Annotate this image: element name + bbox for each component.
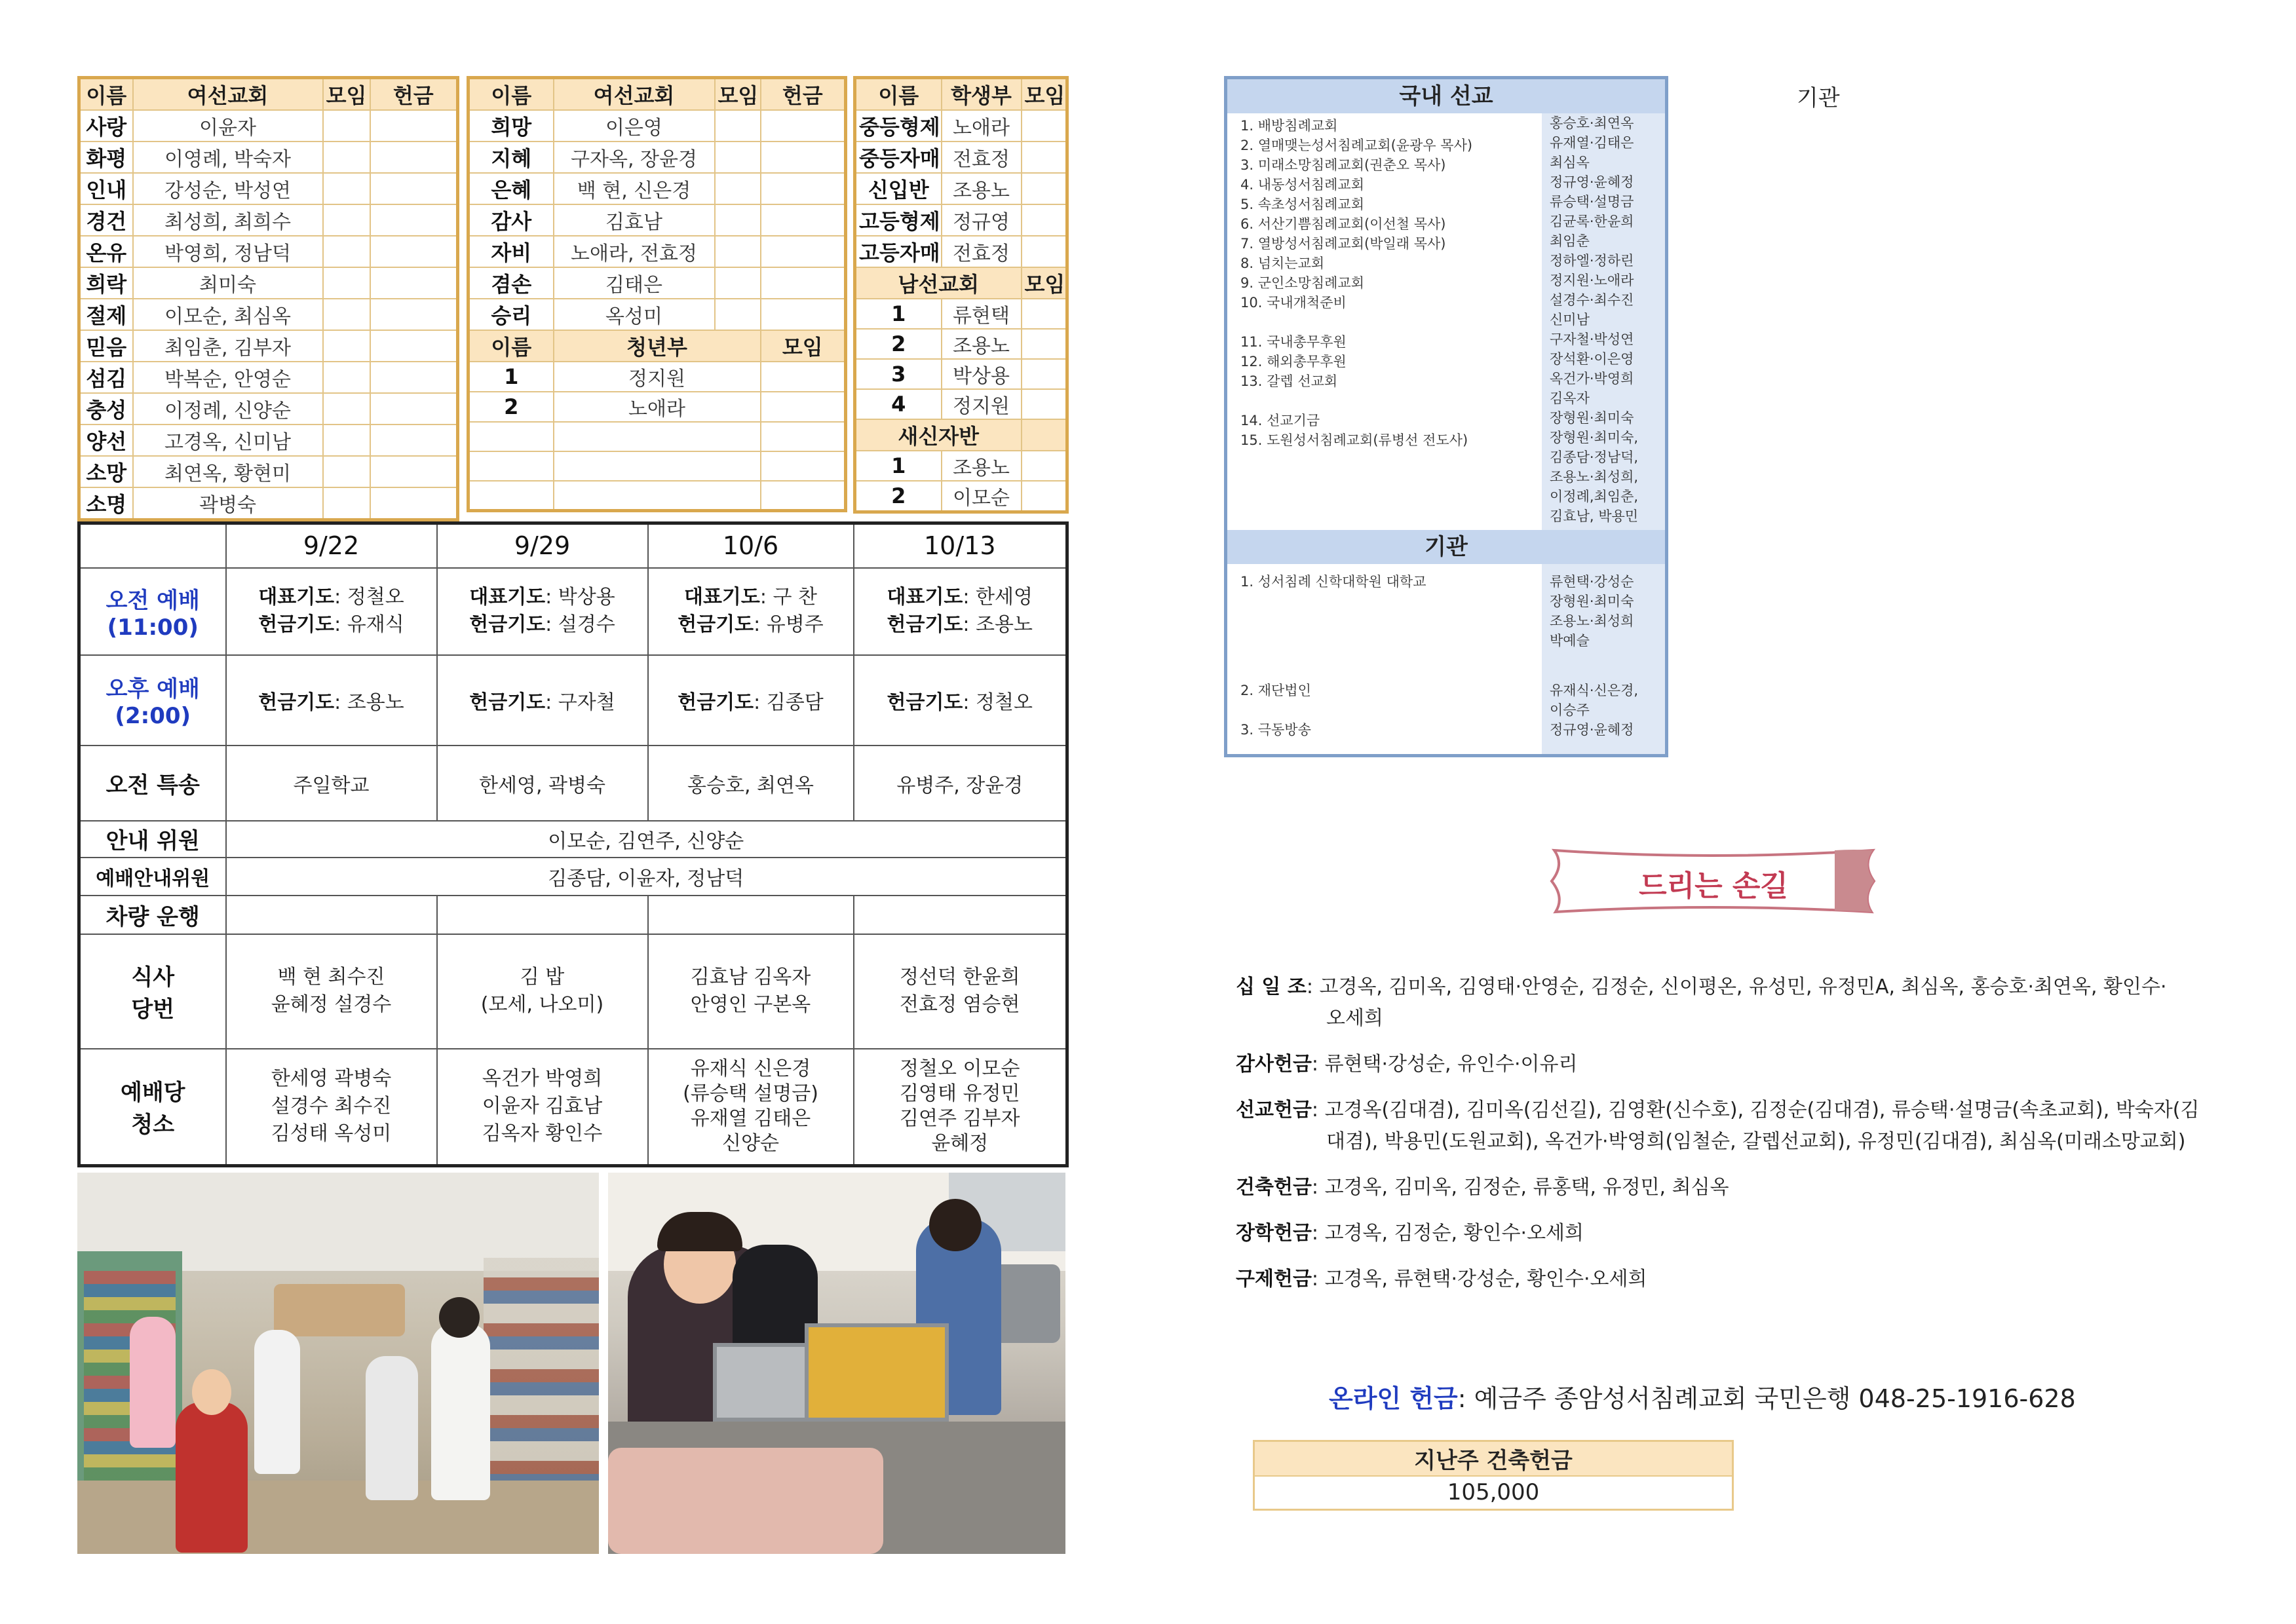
last-week-building-label: 지난주 건축헌금 xyxy=(1254,1441,1733,1476)
group-members: 김태은 xyxy=(554,267,715,299)
online-offering xyxy=(1329,1378,2076,1414)
offering-banner xyxy=(1546,845,1881,917)
youth-index: 1 xyxy=(469,362,554,392)
group-members: 옥성미 xyxy=(554,299,715,330)
clean-member: 김옥자 황인수 xyxy=(482,1122,603,1146)
header-name: 이름 xyxy=(855,78,942,111)
group-name: 지혜 xyxy=(469,142,554,173)
table-row xyxy=(79,236,458,267)
group-name: 사랑 xyxy=(79,110,133,142)
list-item: 박예슬 xyxy=(1550,633,1590,649)
list-item: 4. 내동성서침례교회 xyxy=(1240,177,1364,193)
offer-prayer-label: 헌금기도 xyxy=(469,613,546,637)
list-item: 홍승호·최연옥 xyxy=(1550,115,1634,131)
list-item: 10. 국내개척준비 xyxy=(1240,295,1347,311)
class-name: 고등형제 xyxy=(855,204,942,236)
class-name: 고등자매 xyxy=(855,236,942,267)
newfam-header: 새신자반 xyxy=(855,419,1022,451)
meal-member: (모세, 나오미) xyxy=(480,993,604,1017)
children-photo xyxy=(77,1173,599,1554)
relief-label: 구제헌금 xyxy=(1236,1268,1312,1291)
meal-label-line: 당번 xyxy=(131,996,175,1023)
table-row xyxy=(855,142,1067,173)
online-label: 온라인 헌금 xyxy=(1329,1384,1458,1413)
missions-panel xyxy=(1224,76,1668,757)
kitchen-photo xyxy=(608,1173,1065,1554)
group-members: 곽병숙 xyxy=(133,487,323,520)
offer-prayer-name: : 구자철 xyxy=(545,690,615,714)
list-item: 장석환·이은영 xyxy=(1550,351,1634,367)
rep-prayer-name: : 박상용 xyxy=(545,586,615,609)
group-name: 감사 xyxy=(469,204,554,236)
list-item: 정규영·윤혜정 xyxy=(1550,174,1634,190)
guide-label: 안내 위원 xyxy=(79,821,226,858)
rep-prayer-name: : 구 찬 xyxy=(759,586,818,609)
clean-member: 한세영 곽병숙 xyxy=(271,1067,392,1091)
list-item: 장형원·최미숙 xyxy=(1550,410,1634,426)
mission-offering-line xyxy=(1236,1095,2232,1125)
list-item: 7. 열방성서침례교회(박일래 목사) xyxy=(1240,236,1446,252)
banner-title: 드리는 손길 xyxy=(1639,869,1788,903)
special-song: 홍승호, 최연옥 xyxy=(648,746,854,821)
group-members: 구자옥, 장윤경 xyxy=(554,142,715,173)
thanks-label: 감사헌금 xyxy=(1236,1053,1312,1076)
clean-member: 김영태 유정민 xyxy=(900,1082,1020,1106)
top-right-label: 기관 xyxy=(1797,85,1840,111)
usher-label: 예배안내위원 xyxy=(79,858,226,896)
list-item: 2. 재단법인 xyxy=(1240,683,1311,698)
table-row xyxy=(79,110,458,142)
teacher: 정규영 xyxy=(942,204,1022,236)
class-name: 중등형제 xyxy=(855,110,942,142)
teacher: 노애라 xyxy=(942,110,1022,142)
group-name: 믿음 xyxy=(79,330,133,362)
list-item: 2. 열매맺는성서침례교회(윤광우 목사) xyxy=(1240,138,1473,153)
newfam-leader: 이모순 xyxy=(942,481,1022,512)
list-item: 유재식·신은경, xyxy=(1550,683,1639,698)
group-name: 희락 xyxy=(79,267,133,299)
group-members: 백 현, 신은경 xyxy=(554,173,715,204)
pm-service-title: 오후 예배 xyxy=(105,676,200,703)
offer-prayer-label: 헌금기도 xyxy=(887,690,963,714)
teacher: 전효정 xyxy=(942,236,1022,267)
header-student: 학생부 xyxy=(942,78,1022,111)
clean-member: 신양순 xyxy=(722,1132,779,1156)
list-item: 김효남, 박용민 xyxy=(1550,508,1639,524)
mission-offering-label: 선교헌금 xyxy=(1236,1099,1312,1122)
header-meeting: 모임 xyxy=(715,78,761,111)
table-row xyxy=(79,330,458,362)
offer-prayer-name: : 유재식 xyxy=(334,613,404,637)
group-name: 온유 xyxy=(79,236,133,267)
offer-prayer-name: : 설경수 xyxy=(545,613,615,637)
pm-service-time: (2:00) xyxy=(115,703,191,730)
clean-member: 유재열 김태은 xyxy=(690,1107,811,1131)
scholarship-line xyxy=(1236,1218,2232,1249)
group-members: 최성희, 최희수 xyxy=(133,204,323,236)
group-members: 최미숙 xyxy=(133,267,323,299)
group-members: 노애라, 전효정 xyxy=(554,236,715,267)
clean-member: 정철오 이모순 xyxy=(900,1057,1020,1081)
group-members: 박영희, 정남덕 xyxy=(133,236,323,267)
group-name: 희망 xyxy=(469,110,554,142)
men-index: 4 xyxy=(855,389,942,419)
table-row xyxy=(79,362,458,393)
table-row xyxy=(79,142,458,173)
group-members: 이모순, 최심옥 xyxy=(133,299,323,330)
table-row xyxy=(79,299,458,330)
header-group: 여선교회 xyxy=(133,78,323,111)
institution-list xyxy=(1240,572,1426,740)
table-row xyxy=(855,299,1067,329)
usher-members: 김종담, 이윤자, 정남덕 xyxy=(226,858,1067,896)
table-row xyxy=(79,487,458,520)
list-item: 류승택·설명금 xyxy=(1550,194,1634,210)
list-item: 11. 국내총무후원 xyxy=(1240,334,1347,350)
clean-member: 설경수 최수진 xyxy=(271,1095,392,1118)
list-item: 12. 해외총무후원 xyxy=(1240,354,1347,369)
am-service-time: (11:00) xyxy=(107,614,199,641)
guide-members: 이모순, 김연주, 신양순 xyxy=(226,821,1067,858)
list-item: 정지원·노애라 xyxy=(1550,273,1634,288)
thanks-names: : 류현택·강성순, 유인수·이유리 xyxy=(1311,1053,1578,1076)
clean-member: 윤혜정 xyxy=(931,1132,989,1156)
clean-member: 김연주 김부자 xyxy=(900,1107,1020,1131)
men-index: 1 xyxy=(855,299,942,329)
meal-member: 백 현 최수진 xyxy=(277,966,385,989)
offer-prayer-label: 헌금기도 xyxy=(258,613,335,637)
offer-prayer-label: 헌금기도 xyxy=(678,690,754,714)
meal-member: 정선덕 한윤희 xyxy=(900,966,1020,989)
table-row xyxy=(79,456,458,487)
table-row xyxy=(855,451,1067,481)
rep-prayer-name: : 정철오 xyxy=(334,586,404,609)
class-name: 신입반 xyxy=(855,173,942,204)
group-members: 이은영 xyxy=(554,110,715,142)
teacher: 전효정 xyxy=(942,142,1022,173)
list-item: 조용노·최성희 xyxy=(1550,613,1634,629)
list-item: 3. 미래소망침례교회(권춘오 목사) xyxy=(1240,157,1446,173)
list-item xyxy=(1240,391,1472,411)
table-row xyxy=(79,267,458,299)
tithe-names: : 고경옥, 김미옥, 김영태·안영순, 김정순, 신이평온, 유성민, 유정민A, 최심옥, 홍승호·최연옥, 황인수· xyxy=(1306,975,2167,998)
domestic-list xyxy=(1240,116,1472,450)
header-offering: 헌금 xyxy=(370,78,458,111)
offer-prayer-name: : 유병주 xyxy=(754,613,824,637)
table-row xyxy=(469,392,846,422)
list-item: 9. 군인소망침례교회 xyxy=(1240,275,1364,291)
thanks-line xyxy=(1236,1049,2232,1080)
last-week-building-table xyxy=(1253,1440,1734,1511)
rep-prayer-label: 대표기도 xyxy=(258,586,335,609)
header-offering: 헌금 xyxy=(761,78,846,111)
special-song: 주일학교 xyxy=(226,746,437,821)
header-meeting: 모임 xyxy=(323,78,370,111)
meal-member: 김 밥 xyxy=(520,966,565,989)
offer-prayer-name: : 정철오 xyxy=(963,690,1033,714)
group-name: 양선 xyxy=(79,425,133,456)
offer-prayer-name: : 김종담 xyxy=(754,690,824,714)
table-row xyxy=(469,110,846,142)
last-week-building-value: 105,000 xyxy=(1254,1476,1733,1510)
table-row xyxy=(79,393,458,425)
list-item: 최심옥 xyxy=(1550,155,1590,170)
table-row xyxy=(469,299,846,330)
header-group: 여선교회 xyxy=(554,78,715,111)
table-row xyxy=(469,362,846,392)
relief-line xyxy=(1236,1264,2232,1294)
service-schedule-table xyxy=(77,521,1069,1167)
list-item: 옥건가·박영희 xyxy=(1550,371,1634,387)
table-row xyxy=(855,173,1067,204)
date-header: 10/13 xyxy=(854,523,1067,568)
building-line xyxy=(1236,1173,2232,1203)
rep-prayer-label: 대표기도 xyxy=(887,586,963,609)
men-header-meeting: 모임 xyxy=(1022,267,1067,299)
youth-member: 노애라 xyxy=(554,392,761,422)
teacher: 조용노 xyxy=(942,173,1022,204)
pm-service-label xyxy=(79,655,226,746)
meal-member: 김효남 김옥자 xyxy=(690,966,811,989)
institutions-title: 기관 xyxy=(1227,530,1665,564)
rep-prayer-name: : 한세영 xyxy=(963,586,1033,609)
women-mission-table-1 xyxy=(77,76,459,521)
table-row xyxy=(855,204,1067,236)
group-name: 겸손 xyxy=(469,267,554,299)
meal-member: 전효정 염승현 xyxy=(900,993,1020,1017)
rep-prayer-label: 대표기도 xyxy=(683,586,760,609)
group-members: 고경옥, 신미남 xyxy=(133,425,323,456)
youth-header-group: 청년부 xyxy=(554,330,761,362)
header-name: 이름 xyxy=(79,78,133,111)
youth-index: 2 xyxy=(469,392,554,422)
list-item: 이승주 xyxy=(1550,702,1590,718)
meal-label xyxy=(79,934,226,1049)
group-members: 박복순, 안영순 xyxy=(133,362,323,393)
newfam-index: 2 xyxy=(855,481,942,512)
table-row xyxy=(469,267,846,299)
list-item: 김옥자 xyxy=(1550,390,1590,406)
list-item: 13. 갈렙 선교회 xyxy=(1240,373,1338,389)
scholarship-label: 장학헌금 xyxy=(1236,1222,1312,1245)
building-label: 건축헌금 xyxy=(1236,1176,1312,1199)
am-service-label xyxy=(79,568,226,655)
offer-prayer-label: 헌금기도 xyxy=(678,613,754,637)
men-header-group: 남선교회 xyxy=(855,267,1022,299)
special-song-label: 오전 특송 xyxy=(79,746,226,821)
table-row xyxy=(469,204,846,236)
men-index: 2 xyxy=(855,329,942,359)
list-item xyxy=(1240,312,1472,332)
group-name: 인내 xyxy=(79,173,133,204)
offer-prayer-label: 헌금기도 xyxy=(258,690,335,714)
clean-member: 이윤자 김효남 xyxy=(482,1095,603,1118)
list-item: 6. 서산기쁨침례교회(이선철 목사) xyxy=(1240,216,1446,232)
rep-prayer-label: 대표기도 xyxy=(469,586,546,609)
special-song: 유병주, 장윤경 xyxy=(854,746,1067,821)
institution-names xyxy=(1542,564,1665,754)
special-song: 한세영, 곽병숙 xyxy=(437,746,648,821)
online-account: : 예금주 종암성서침례교회 국민은행 048-25-1916-628 xyxy=(1457,1384,2076,1413)
mission-offering-line-2: 대겸), 박용민(도원교회), 옥건가·박영희(임철순, 갈렙선교회), 유정민(김대겸), 최심옥(미래소망교회) xyxy=(1326,1130,2186,1153)
youth-member: 정지원 xyxy=(554,362,761,392)
clean-member: 유재식 신은경 xyxy=(690,1057,811,1081)
list-item: 김종담·정남덕, xyxy=(1550,449,1639,465)
list-item: 조용노·최성희, xyxy=(1550,469,1639,485)
group-members: 이정례, 신양순 xyxy=(133,393,323,425)
list-item: 신미남 xyxy=(1550,312,1590,328)
table-row xyxy=(469,173,846,204)
mission-offering-names: : 고경옥(김대겸), 김미옥(김선길), 김영환(신수호), 김정순(김대겸), 류승택·설명금(속초교회), 박숙자(김 xyxy=(1311,1099,2200,1122)
domestic-names xyxy=(1542,113,1665,530)
table-row xyxy=(79,204,458,236)
women-mission-table-2 xyxy=(467,76,847,512)
am-service-title: 오전 예배 xyxy=(105,587,200,614)
clean-label-line: 청소 xyxy=(131,1112,175,1139)
newfam-leader: 조용노 xyxy=(942,451,1022,481)
group-name: 소명 xyxy=(79,487,133,520)
list-item: 최임춘 xyxy=(1550,233,1590,249)
offer-prayer-label: 헌금기도 xyxy=(887,613,963,637)
table-row xyxy=(469,236,846,267)
meal-member: 안영인 구본옥 xyxy=(690,993,811,1017)
newfam-index: 1 xyxy=(855,451,942,481)
table-row xyxy=(855,481,1067,512)
group-members: 최연옥, 황현미 xyxy=(133,456,323,487)
clean-label xyxy=(79,1049,226,1166)
list-item: 유재열·김태은 xyxy=(1550,135,1634,151)
table-row xyxy=(855,110,1067,142)
clean-label-line: 예배당 xyxy=(120,1080,185,1106)
table-row xyxy=(855,329,1067,359)
table-row xyxy=(79,425,458,456)
list-item: 1. 배방침례교회 xyxy=(1240,118,1338,134)
list-item: 장형원·최미숙, xyxy=(1550,430,1639,445)
corner-cell xyxy=(79,523,226,568)
list-item: 14. 선교기금 xyxy=(1240,413,1320,428)
student-men-table xyxy=(853,76,1069,514)
date-header: 9/22 xyxy=(226,523,437,568)
youth-header-meeting: 모임 xyxy=(761,330,846,362)
list-item: 3. 극동방송 xyxy=(1240,722,1311,738)
header-name: 이름 xyxy=(469,78,554,111)
list-item: 5. 속초성서침례교회 xyxy=(1240,197,1364,212)
list-item: 장형원·최미숙 xyxy=(1550,594,1634,609)
meal-label-line: 식사 xyxy=(131,964,175,991)
group-name: 소망 xyxy=(79,456,133,487)
table-row xyxy=(855,359,1067,389)
group-members: 최임춘, 김부자 xyxy=(133,330,323,362)
group-name: 충성 xyxy=(79,393,133,425)
building-names: : 고경옥, 김미옥, 김정순, 류홍택, 유정민, 최심옥 xyxy=(1311,1176,1729,1199)
list-item: 설경수·최수진 xyxy=(1550,292,1634,308)
list-item: 15. 도원성서침례교회(류병선 전도사) xyxy=(1240,432,1468,448)
offer-prayer-name: : 조용노 xyxy=(963,613,1033,637)
list-item: 1. 성서침례 신학대학원 대학교 xyxy=(1240,574,1426,590)
youth-header-name: 이름 xyxy=(469,330,554,362)
men-leader: 류현택 xyxy=(942,299,1022,329)
men-leader: 박상용 xyxy=(942,359,1022,389)
list-item: 류현택·강성순 xyxy=(1550,574,1634,590)
group-name: 화평 xyxy=(79,142,133,173)
date-header: 9/29 xyxy=(437,523,648,568)
clean-member: 옥건가 박영희 xyxy=(482,1067,603,1091)
class-name: 중등자매 xyxy=(855,142,942,173)
list-item: 구자철·박성연 xyxy=(1550,331,1634,347)
list-item: 김균록·한윤희 xyxy=(1550,214,1634,229)
car-label: 차량 운행 xyxy=(79,896,226,934)
tithe-line-2: 오세희 xyxy=(1326,1007,1383,1030)
men-leader: 정지원 xyxy=(942,389,1022,419)
list-item: 8. 넘치는교회 xyxy=(1240,255,1325,271)
list-item: 정하엘·정하린 xyxy=(1550,253,1634,269)
tithe-line xyxy=(1236,972,2232,1002)
offer-prayer-label: 헌금기도 xyxy=(469,690,546,714)
group-members: 이영례, 박숙자 xyxy=(133,142,323,173)
date-header: 10/6 xyxy=(648,523,854,568)
meal-member: 윤혜정 설경수 xyxy=(271,993,392,1017)
list-item: 이정례,최임춘, xyxy=(1550,489,1639,504)
tithe-label: 십 일 조 xyxy=(1236,975,1307,998)
list-item: 정규영·윤혜정 xyxy=(1550,722,1634,738)
group-name: 자비 xyxy=(469,236,554,267)
group-members: 강성순, 박성연 xyxy=(133,173,323,204)
table-row xyxy=(855,389,1067,419)
group-name: 승리 xyxy=(469,299,554,330)
offer-prayer-name: : 조용노 xyxy=(334,690,404,714)
header-meeting: 모임 xyxy=(1022,78,1067,111)
group-name: 은혜 xyxy=(469,173,554,204)
men-leader: 조용노 xyxy=(942,329,1022,359)
relief-names: : 고경옥, 류현택·강성순, 황인수·오세희 xyxy=(1311,1268,1647,1291)
group-name: 섬김 xyxy=(79,362,133,393)
group-members: 이윤자 xyxy=(133,110,323,142)
domestic-mission-title: 국내 선교 xyxy=(1227,79,1665,113)
scholarship-names: : 고경옥, 김정순, 황인수·오세희 xyxy=(1311,1222,1584,1245)
clean-member: (류승택 설명금) xyxy=(683,1082,818,1106)
table-row xyxy=(469,142,846,173)
group-members: 김효남 xyxy=(554,204,715,236)
clean-member: 김성태 옥성미 xyxy=(271,1122,392,1146)
group-name: 경건 xyxy=(79,204,133,236)
men-index: 3 xyxy=(855,359,942,389)
table-row xyxy=(855,236,1067,267)
group-name: 절제 xyxy=(79,299,133,330)
table-row xyxy=(79,173,458,204)
